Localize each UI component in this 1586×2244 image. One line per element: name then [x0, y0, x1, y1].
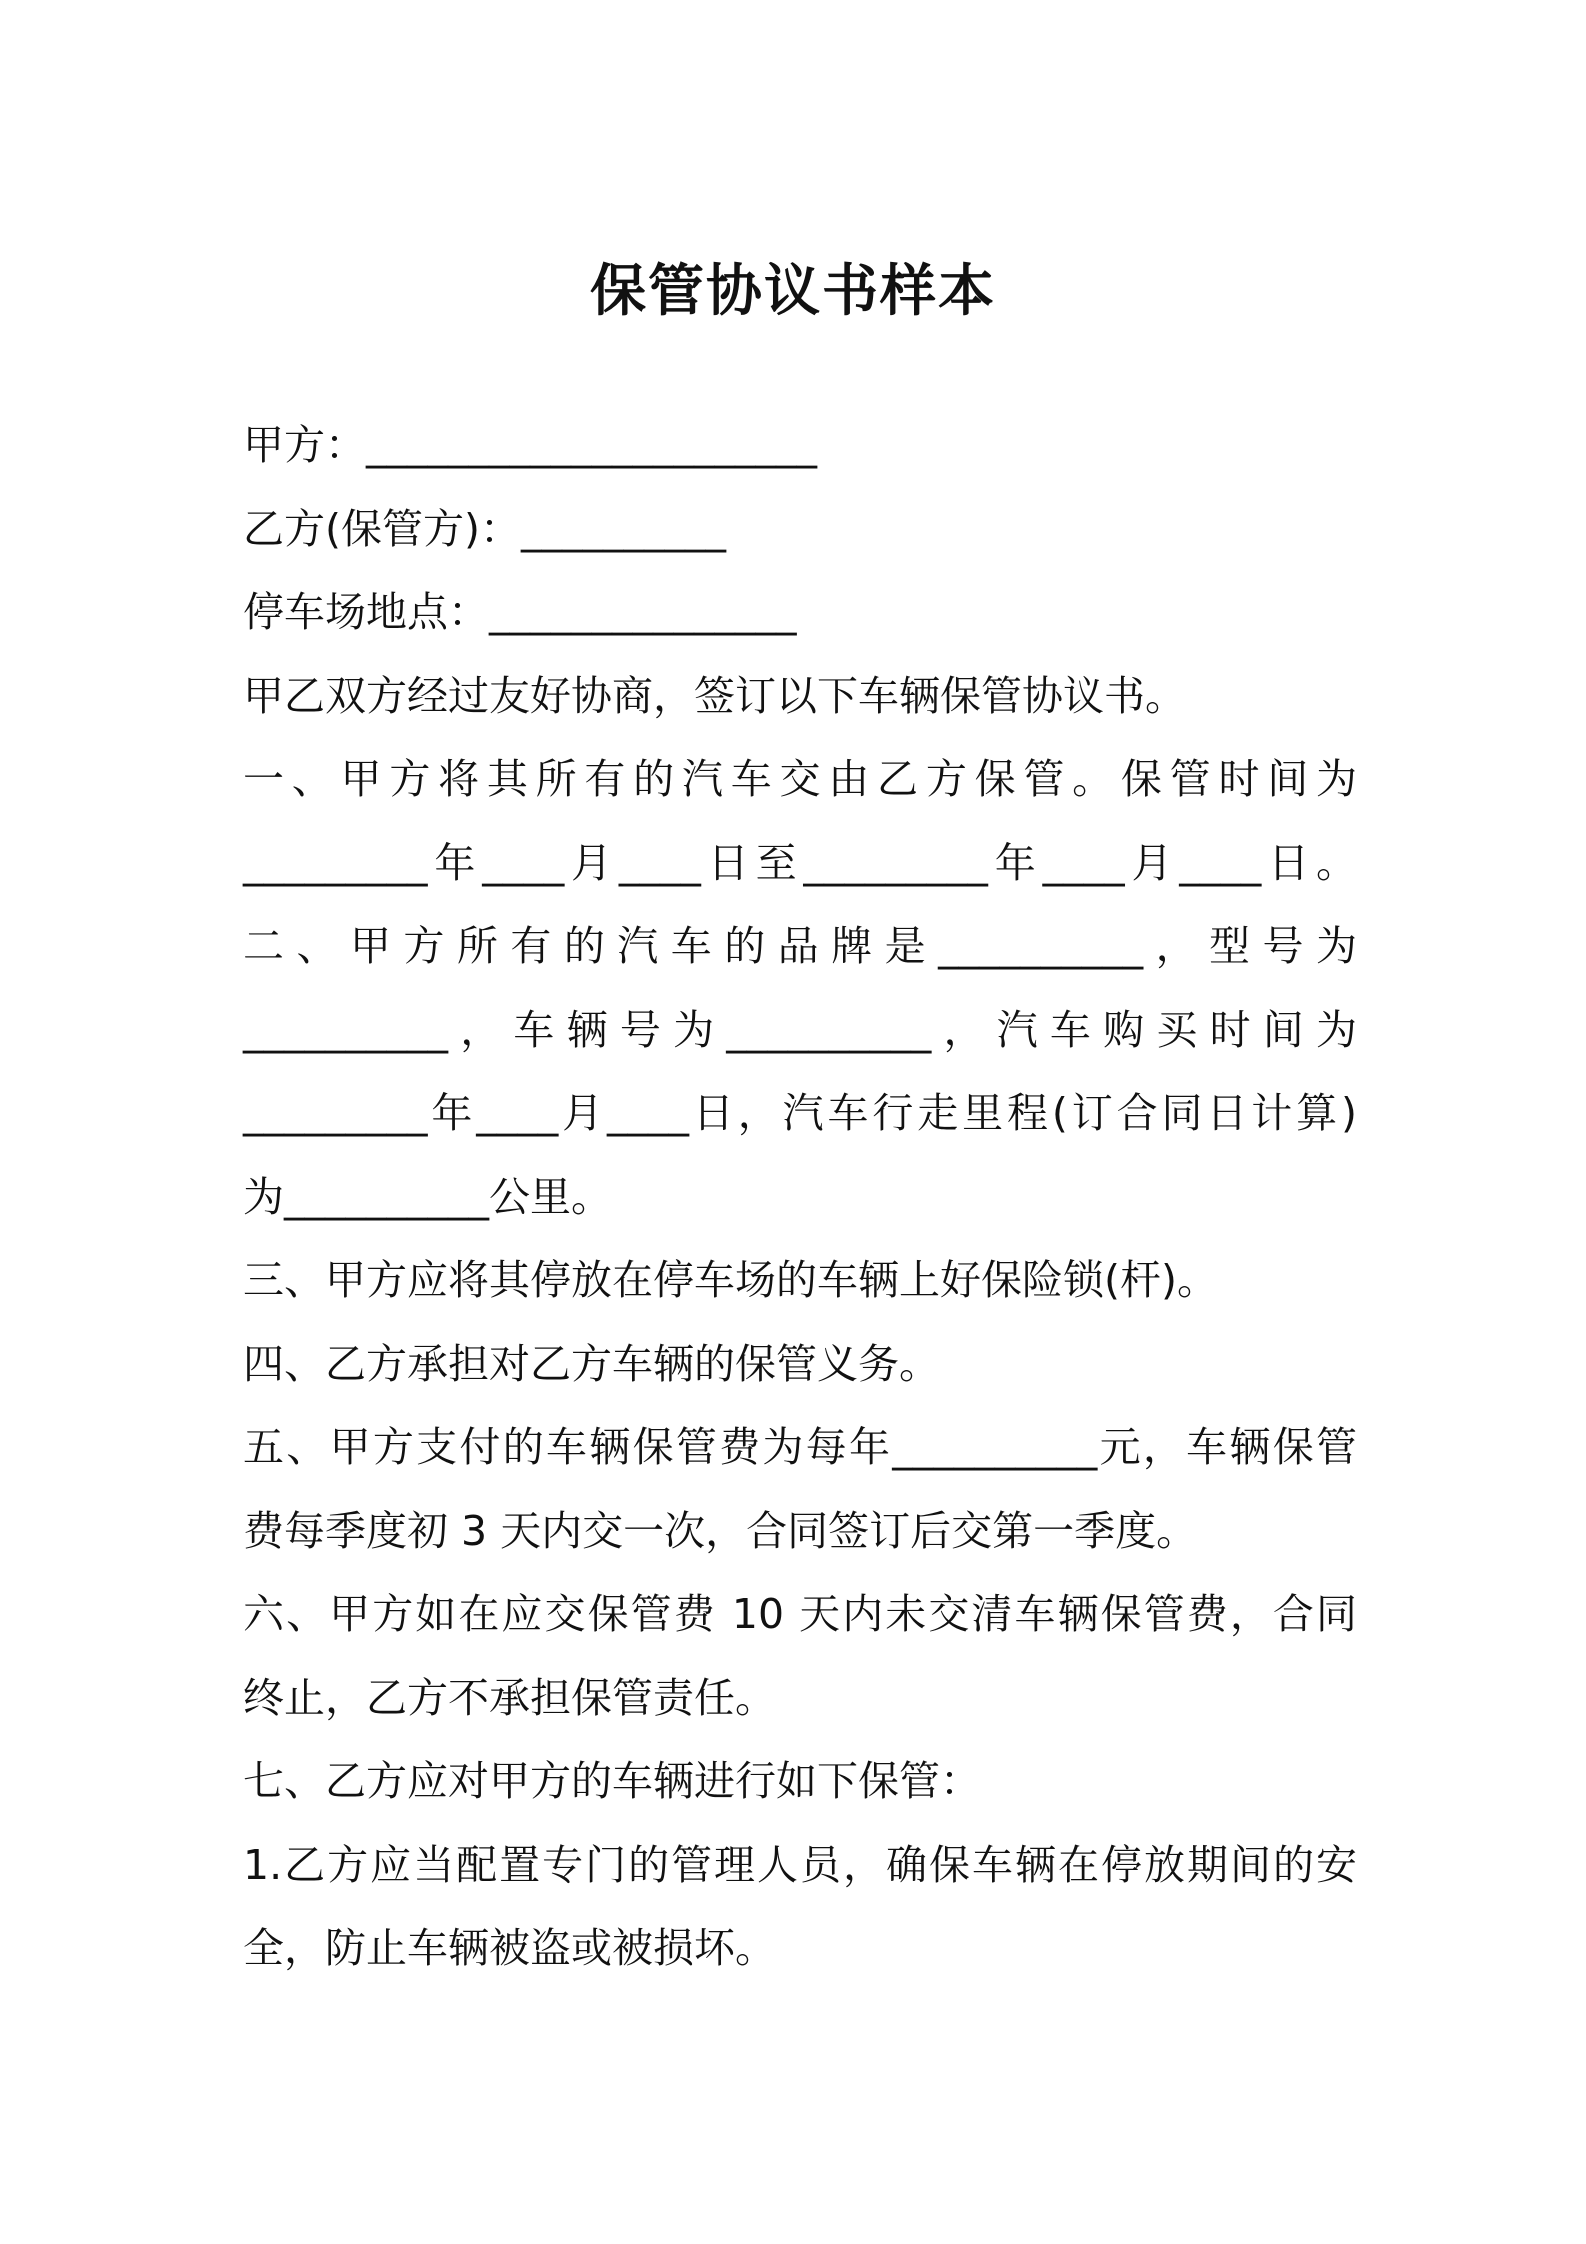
clause-5-line-1: 五、甲方支付的车辆保管费为每年__________元，车辆保管 [243, 1423, 1357, 1471]
parking-location-line: 停车场地点：_______________ [243, 588, 797, 636]
clause-5-line-2: 费每季度初 3 天内交一次，合同签订后交第一季度。 [243, 1506, 1198, 1555]
document-title: 保管协议书样本 [590, 259, 996, 324]
clause-2-line-1: 二、甲方所有的汽车的品牌是__________，型号为 [243, 922, 1357, 970]
clause-6-line-2: 终止，乙方不承担保管责任。 [243, 1673, 776, 1722]
clause-3-line: 三、甲方应将其停放在停车场的车辆上好保险锁(杆)。 [243, 1256, 1218, 1304]
preamble-line: 甲乙双方经过友好协商，签订以下车辆保管协议书。 [243, 671, 1186, 720]
clause-2-line-4: 为__________公里。 [243, 1172, 612, 1221]
clause-1-line-2: _________年____月____日至_________年____月____日。 [243, 838, 1357, 887]
document-body [243, 404, 1357, 1991]
clause-6-line-1: 六、甲方如在应交保管费 10 天内未交清车辆保管费，合同 [243, 1590, 1357, 1638]
clause-4-line: 四、乙方承担对乙方车辆的保管义务。 [243, 1339, 940, 1388]
clause-7-item-1-line-1: 1.乙方应当配置专门的管理人员，确保车辆在停放期间的安 [243, 1840, 1357, 1889]
clause-7-line: 七、乙方应对甲方的车辆进行如下保管： [243, 1757, 981, 1805]
clause-2-line-2: __________，车辆号为__________，汽车购买时间为 [243, 1005, 1357, 1054]
party-a-line: 甲方：______________________ [243, 421, 817, 469]
party-b-line: 乙方(保管方)：__________ [243, 504, 726, 553]
clause-1-line-1: 一、甲方将其所有的汽车交由乙方保管。保管时间为 [243, 755, 1357, 803]
clause-2-line-3: _________年____月____日，汽车行走里程(订合同日计算) [243, 1089, 1357, 1137]
clause-7-item-1-line-2: 全，防止车辆被盗或被损坏。 [243, 1924, 776, 1972]
